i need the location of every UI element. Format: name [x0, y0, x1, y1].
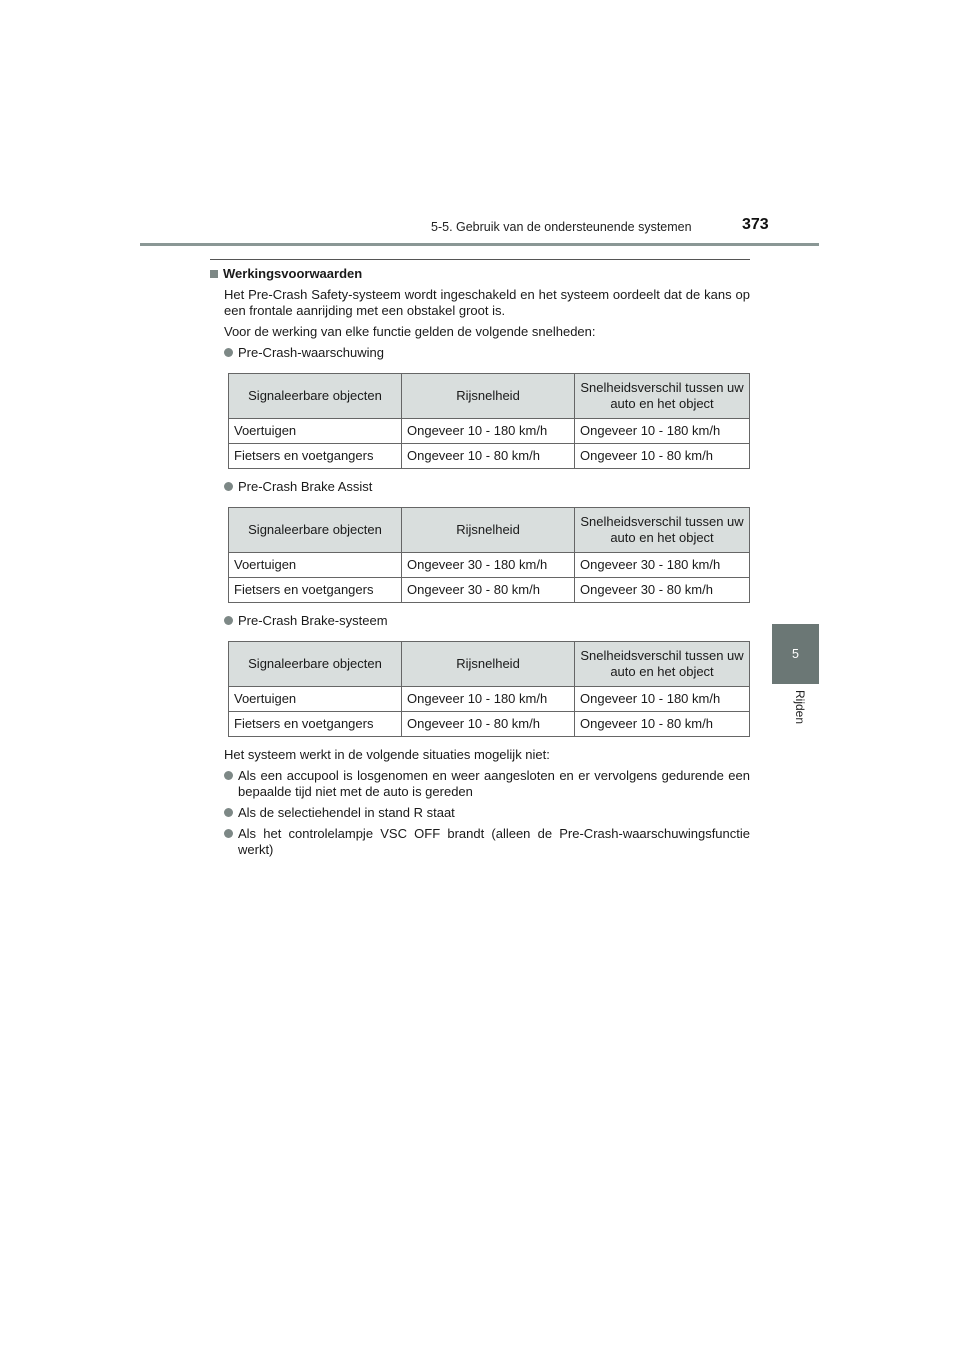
table-cell: Ongeveer 10 - 80 km/h	[575, 444, 750, 469]
list-item: Als een accupool is losgenomen en weer aangesloten en er vervolgens gedurende een bepaalde tijd niet met de auto is gereden	[224, 768, 750, 800]
table-row	[229, 553, 750, 578]
table-row	[229, 687, 750, 712]
section-rule	[210, 259, 750, 260]
table-cell: Ongeveer 10 - 180 km/h	[575, 687, 750, 712]
circle-bullet-icon	[224, 829, 233, 838]
table-cell: Voertuigen	[229, 687, 402, 712]
table-cell: Ongeveer 10 - 180 km/h	[575, 419, 750, 444]
table-title-2: Pre-Crash Brake Assist	[224, 479, 750, 495]
table-cell: Ongeveer 10 - 180 km/h	[402, 687, 575, 712]
table-cell: Voertuigen	[229, 419, 402, 444]
circle-bullet-icon	[224, 616, 233, 625]
table-title-1: Pre-Crash-waarschuwing	[224, 345, 750, 361]
table-cell: Ongeveer 30 - 80 km/h	[575, 578, 750, 603]
circle-bullet-icon	[224, 348, 233, 357]
column-header: Signaleerbare objecten	[229, 642, 402, 687]
table-cell: Ongeveer 30 - 80 km/h	[402, 578, 575, 603]
column-header: Rijsnelheid	[402, 642, 575, 687]
table-cell: Ongeveer 10 - 180 km/h	[402, 419, 575, 444]
main-content	[210, 266, 750, 863]
circle-bullet-icon	[224, 482, 233, 491]
running-header: 5-5. Gebruik van de ondersteunende systemen	[431, 220, 692, 234]
speed-table-2	[228, 507, 750, 603]
list-item: Als het controlelampje VSC OFF brandt (alleen de Pre-Crash-waarschuwingsfunctie werkt)	[224, 826, 750, 858]
table-row	[229, 419, 750, 444]
column-header: Snelheidsverschil tussen uw auto en het object	[575, 642, 750, 687]
table-cell: Ongeveer 30 - 180 km/h	[402, 553, 575, 578]
square-bullet-icon	[210, 270, 218, 278]
chapter-tab	[772, 624, 819, 684]
table-cell: Ongeveer 10 - 80 km/h	[402, 712, 575, 737]
column-header: Rijsnelheid	[402, 374, 575, 419]
table-cell: Fietsers en voetgangers	[229, 712, 402, 737]
table-title-3: Pre-Crash Brake-systeem	[224, 613, 750, 629]
table-cell: Ongeveer 30 - 180 km/h	[575, 553, 750, 578]
speed-table-3	[228, 641, 750, 737]
table-row	[229, 444, 750, 469]
column-header: Snelheidsverschil tussen uw auto en het object	[575, 508, 750, 553]
column-header: Signaleerbare objecten	[229, 508, 402, 553]
column-header: Rijsnelheid	[402, 508, 575, 553]
column-header: Signaleerbare objecten	[229, 374, 402, 419]
intro-paragraph: Het Pre-Crash Safety-systeem wordt ingeschakeld en het systeem oordeelt dat de kans op een frontale aanrijding met een obstakel groot is.	[224, 287, 750, 318]
list-item: Als de selectiehendel in stand R staat	[224, 805, 750, 821]
column-header: Snelheidsverschil tussen uw auto en het object	[575, 374, 750, 419]
section-heading-text: Werkingsvoorwaarden	[223, 266, 363, 281]
speed-table-1	[228, 373, 750, 469]
header-rule	[140, 243, 819, 246]
table-cell: Ongeveer 10 - 80 km/h	[402, 444, 575, 469]
chapter-label: Rijden	[793, 690, 807, 725]
table-cell: Ongeveer 10 - 80 km/h	[575, 712, 750, 737]
table-row	[229, 578, 750, 603]
section-heading	[210, 266, 750, 282]
speeds-intro: Voor de werking van elke functie gelden de volgende snelheden:	[224, 324, 596, 339]
page-number: 373	[742, 216, 769, 233]
table-row	[229, 712, 750, 737]
chapter-number: 5	[792, 647, 799, 661]
table-cell: Fietsers en voetgangers	[229, 444, 402, 469]
not-working-intro: Het systeem werkt in de volgende situaties mogelijk niet:	[224, 747, 550, 762]
table-cell: Voertuigen	[229, 553, 402, 578]
table-cell: Fietsers en voetgangers	[229, 578, 402, 603]
circle-bullet-icon	[224, 771, 233, 780]
circle-bullet-icon	[224, 808, 233, 817]
